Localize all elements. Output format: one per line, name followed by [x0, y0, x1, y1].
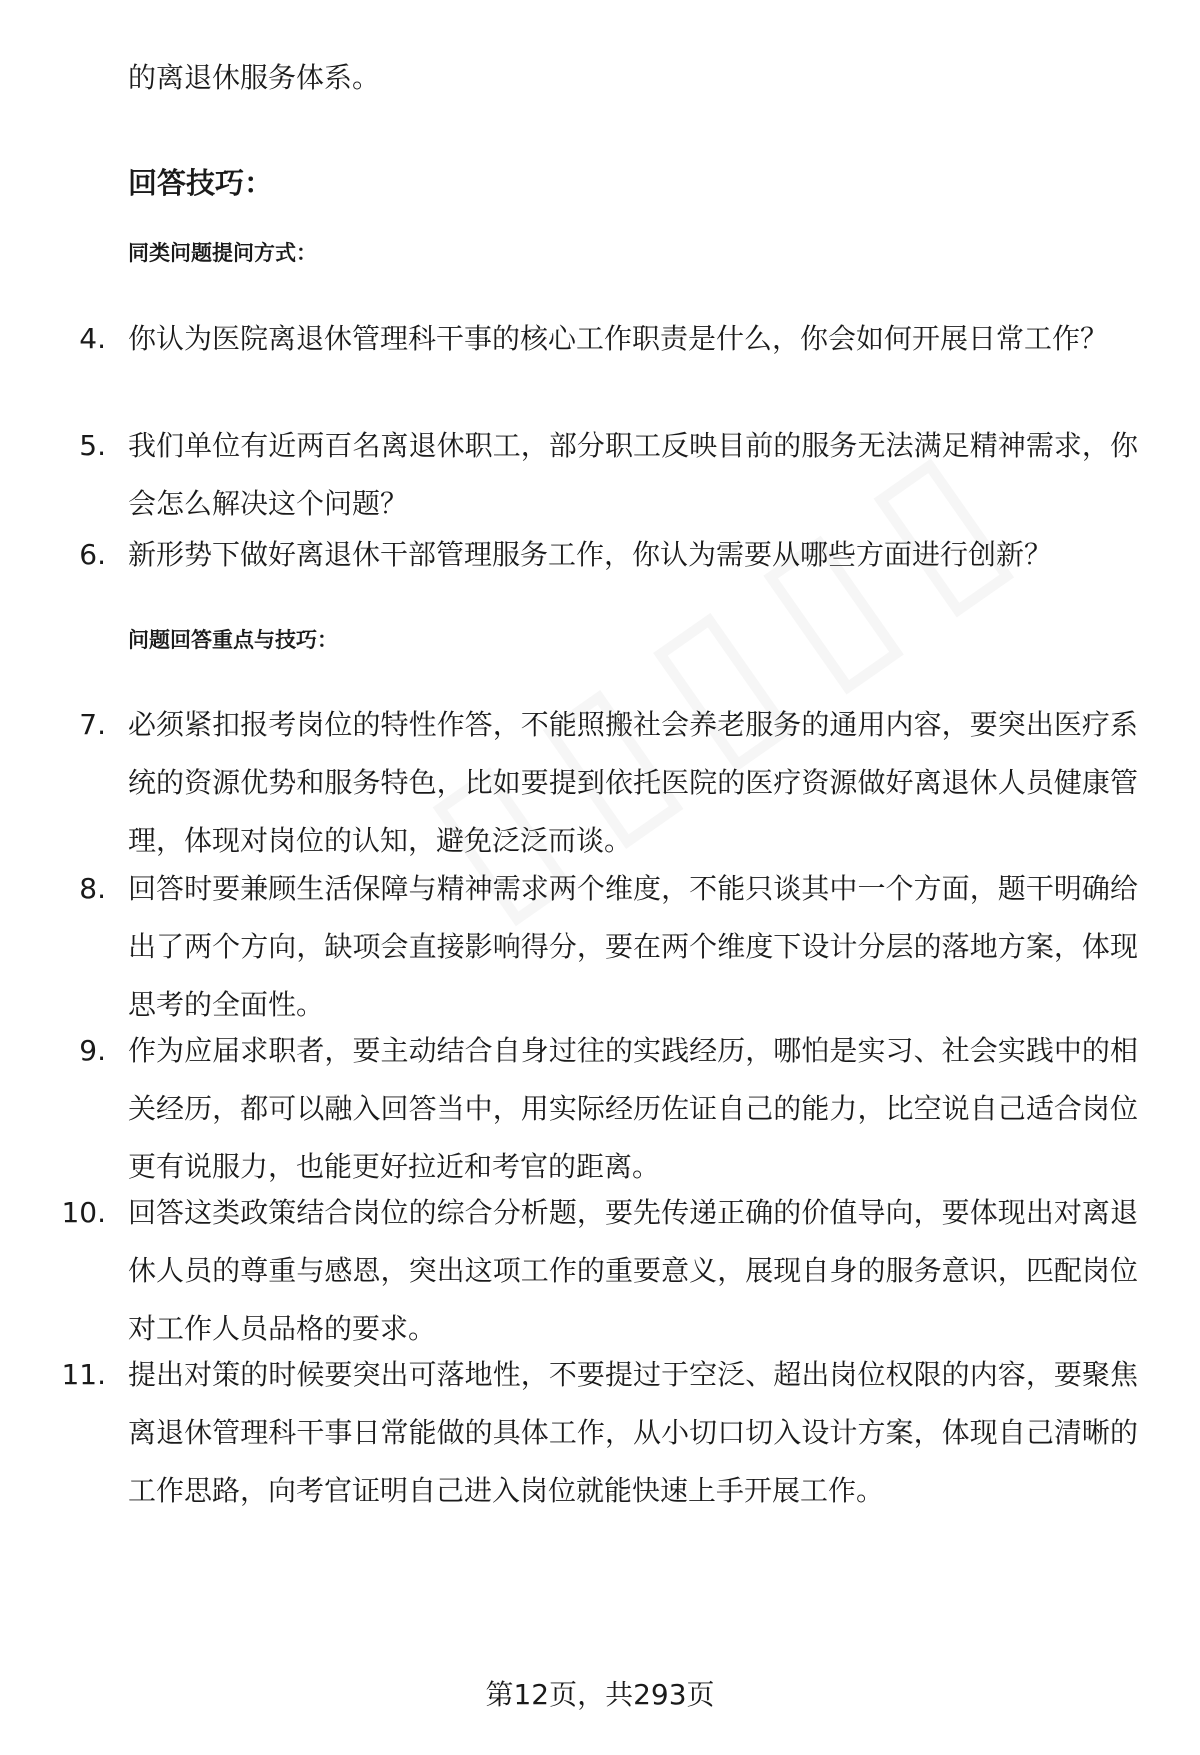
list-item-number: 8. [79, 872, 106, 905]
list-item-text: 提出对策的时候要突出可落地性，不要提过于空泛、超出岗位权限的内容，要聚焦离退休管理科干事日常能做的具体工作，从小切口切入设计方案，体现自己清晰的工作思路，向考官证明自己进入岗位就能快速上手开展工作。 [128, 1358, 1138, 1507]
subsection-similar-heading: 同类问题提问方式： [128, 241, 317, 265]
list-item-text: 必须紧扣报考岗位的特性作答，不能照搬社会养老服务的通用内容，要突出医疗系统的资源优势和服务特色，比如要提到依托医院的医疗资源做好离退休人员健康管理，体现对岗位的认知，避免泛泛而谈。 [128, 708, 1138, 857]
list-item-text: 回答这类政策结合岗位的综合分析题，要先传递正确的价值导向，要体现出对离退休人员的尊重与感恩，突出这项工作的重要意义，展现自身的服务意识，匹配岗位对工作人员品格的要求。 [128, 1196, 1138, 1345]
subsection-tips-heading: 问题回答重点与技巧： [128, 628, 338, 652]
list-item-number: 5. [79, 429, 106, 462]
list-item-text: 回答时要兼顾生活保障与精神需求两个维度，不能只谈其中一个方面，题干明确给出了两个方向，缺项会直接影响得分，要在两个维度下设计分层的落地方案，体现思考的全面性。 [128, 872, 1138, 1021]
section-title: 回答技巧： [128, 166, 274, 200]
list-item-number: 7. [79, 708, 106, 741]
list-item-number: 6. [79, 538, 106, 571]
list-item-number: 11. [61, 1358, 106, 1391]
list-item-text: 你认为医院离退休管理科干事的核心工作职责是什么，你会如何开展日常工作？ [128, 322, 1109, 355]
page-number-footer: 第12页，共293页 [485, 1678, 715, 1711]
list-item-number: 4. [79, 322, 106, 355]
list-item-number: 9. [79, 1034, 106, 1067]
list-item-text: 作为应届求职者，要主动结合自身过往的实践经历，哪怕是实习、社会实践中的相关经历，都可以融入回答当中，用实际经历佐证自己的能力，比空说自己适合岗位更有说服力，也能更好拉近和考官的距离。 [128, 1034, 1138, 1183]
list-item-text: 新形势下做好离退休干部管理服务工作，你认为需要从哪些方面进行创新？ [128, 538, 1053, 571]
list-item-text: 我们单位有近两百名离退休职工，部分职工反映目前的服务无法满足精神需求，你会怎么解决这个问题？ [128, 429, 1138, 520]
intro-line: 的离退休服务体系。 [128, 61, 381, 94]
list-item-number: 10. [61, 1196, 106, 1229]
